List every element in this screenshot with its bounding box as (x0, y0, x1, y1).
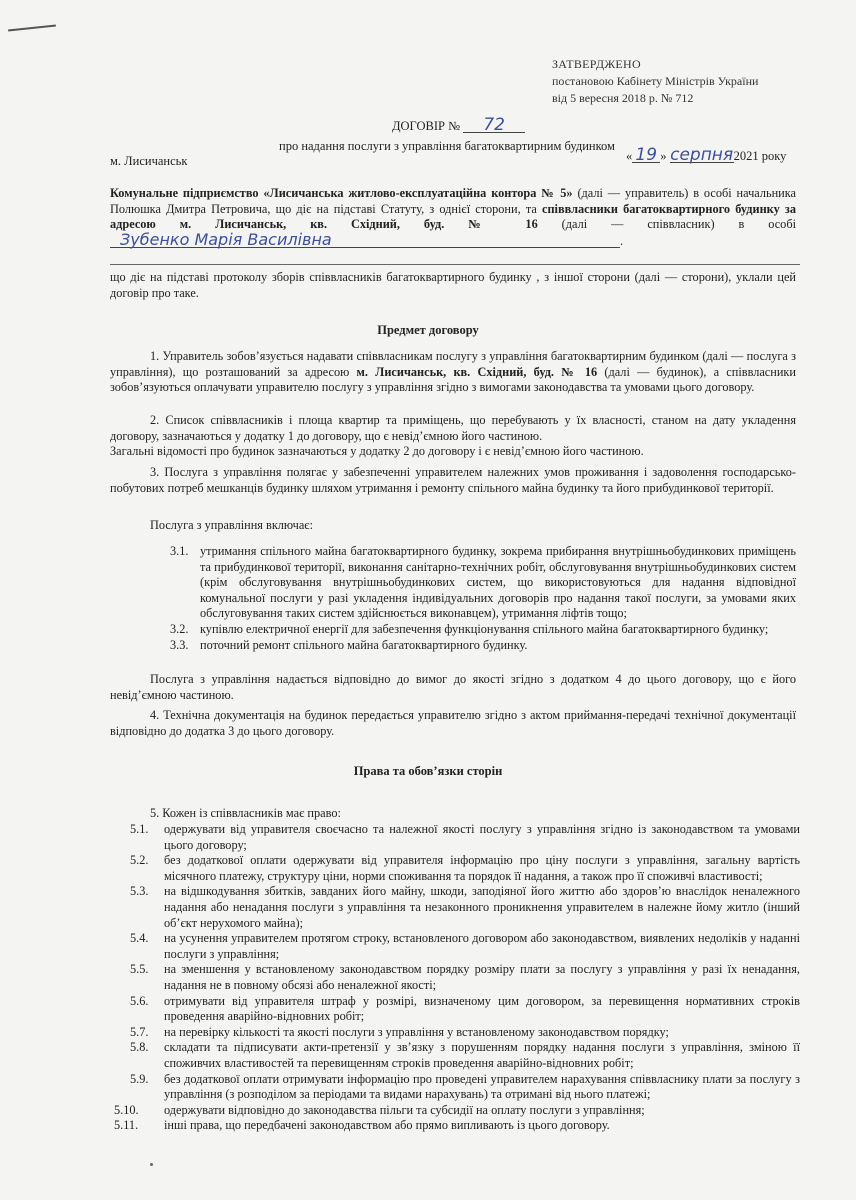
item-number: 5.3. (130, 884, 149, 899)
list-item (110, 1118, 800, 1134)
item-number: 3.1. (170, 544, 189, 558)
clause-5: 5. Кожен із співвласників має право: (150, 806, 341, 820)
approval-line-1: ЗАТВЕРДЖЕНО (552, 57, 641, 71)
clause-4: 4. Технічна документація на будинок передається управителю згідно з актом приймання-передачі технічної документації відповідно до додатка 3 до цього договору. (110, 708, 796, 738)
clause-3-list (170, 544, 796, 653)
blank-line (110, 264, 800, 265)
item-text: на усунення управителем протягом строку, встановленого договором або законодавством, виявлених недоліків у наданні послуги з управління; (164, 931, 800, 961)
section-heading-subject: Предмет договору (377, 323, 479, 337)
document-subtitle: про надання послуги з управління багатоквартирним будинком (279, 139, 615, 153)
intro-text-1: (далі — управитель) в особі начальника Полюшка Дмитра Петровича, що діє на підставі Статуту, з однієї сторони, та (110, 186, 796, 216)
item-text: на зменшення у встановленому законодавством порядку розміру плати за послугу з управління у разі їх ненадання, надання не в повному обсязі або неналежної якості; (164, 962, 800, 992)
includes-label: Послуга з управління включає: (150, 518, 313, 532)
item-number: 5.8. (130, 1040, 149, 1055)
date-open-quote: « (626, 149, 633, 163)
list-item (110, 962, 800, 993)
section-heading-rights: Права та обов’язки сторін (353, 764, 503, 778)
org-name: Комунальне підприємство «Лисичанська житлово-експлуатаційна контора № 5» (110, 186, 573, 200)
city: м. Лисичанськ (110, 154, 188, 168)
item-text: без додаткової оплати отримувати інформацію про проведені управителем нарахування співвласнику плати за послугу з управління (з розподілом за періодами та видами нарахувань) та отримані від нього платежі; (164, 1071, 800, 1102)
item-number: 5.5. (130, 962, 149, 977)
item-number: 5.6. (130, 993, 149, 1008)
clause-1-address: м. Лисичанськ, кв. Східний, буд. № 16 (356, 364, 598, 379)
item-number: 5.10. (114, 1102, 139, 1117)
item-text: без додаткової оплати одержувати від управителя інформацію про ціну послуги з управління, загальну вартість місячного платежу, структуру ціни, норми споживання та порядок її надання, а також про її споживчі властивості; (164, 853, 800, 883)
list-item (110, 1040, 800, 1071)
approval-line-3: від 5 вересня 2018 р. № 712 (552, 91, 694, 105)
date-close-quote: » (660, 149, 667, 163)
owner-representative-name: Зубенко Марія Василівна (110, 233, 620, 248)
item-text: одержувати від управителя своєчасно та належної якості послугу з управління згідно із законодавством та умовами цього договору; (164, 822, 800, 852)
item-number: 5.9. (130, 1071, 149, 1086)
contract-date (626, 145, 787, 165)
clause-1 (110, 349, 796, 396)
item-text: на відшкодування збитків, завданих його майну, шкоди, заподіяної його життю або здоров’ю внаслідок неналежного надання або ненадання послуги з управління та незаконного проникнення управителем в належне йому житло (інший об’єкт нерухомого майна); (164, 884, 800, 930)
list-item (170, 622, 796, 638)
clause-5-list (110, 822, 800, 1134)
clause-2-annex: Загальні відомості про будинок зазначаються у додатку 2 до договору і є невід’ємною його частиною. (110, 444, 644, 458)
intro-paragraph: Комунальне підприємство «Лисичанська житлово-експлуатаційна контора № 5» (далі — управитель) в особі начальника Полюшка Дмитра Петровича, що діє на підставі Статуту, з однієї сторони, та співвласники багатоквартирного будинку за адресою м. Лисичанськ, кв. Східний, буд. № 16 (далі — співвласник) в особі Зубенко Марія Василівна . (110, 186, 796, 249)
scan-pen-mark (8, 24, 56, 31)
clause-3-quality: Послуга з управління надається відповідно до вимог до якості згідно з додатком 4 до цього договору, що є його невід’ємною частиною. (110, 672, 796, 702)
item-text: одержувати відповідно до законодавства пільги та субсидії на оплату послуги з управління; (164, 1102, 645, 1117)
item-number: 5.2. (130, 853, 149, 868)
list-item (170, 544, 796, 622)
intro-text-2: (далі — співвласник) в особі (537, 217, 796, 232)
document-title (392, 115, 525, 135)
owners-address: співвласники багатоквартирного будинку за адресою м. Лисичанськ, кв. Східний, буд. № 16 (110, 201, 796, 232)
date-month: серпня (670, 145, 734, 165)
approval-line-2: постановою Кабінету Міністрів України (552, 74, 759, 88)
item-text: на перевірку кількості та якості послуги з управління у встановленому законодавством порядку; (164, 1024, 669, 1039)
list-item (110, 994, 800, 1025)
item-number: 5.1. (130, 822, 149, 836)
list-item (110, 1072, 800, 1103)
item-text: інші права, що передбачені законодавством або прямо випливають із цього договору. (164, 1118, 610, 1133)
contract-number: 72 (463, 118, 525, 133)
clause-1-c: (далі — будинок), а співвласники зобов’язуються оплачувати управителю послугу з управління згідно з вимогами законодавства та умовами цього договору. (110, 364, 796, 395)
list-item (110, 853, 800, 884)
list-item (110, 931, 800, 962)
item-number: 5.7. (130, 1024, 149, 1039)
clause-3: 3. Послуга з управління полягає у забезпеченні управителем належних умов проживання і задоволення господарсько-побутових потреб мешканців будинку шляхом утримання і ремонту спільного майна будинку та його прибудинкової території. (110, 465, 796, 495)
approval-stamp-block (552, 56, 758, 107)
item-number: 3.2. (170, 621, 189, 636)
item-number: 5.4. (130, 931, 149, 946)
title-prefix: ДОГОВІР № (392, 119, 460, 133)
date-day: 19 (632, 148, 660, 163)
list-item (110, 1103, 800, 1119)
item-number: 3.3. (170, 637, 189, 652)
list-item (110, 1025, 800, 1041)
item-number: 5.11. (114, 1118, 139, 1133)
date-year: 2021 року (733, 149, 787, 163)
list-item (110, 884, 800, 931)
item-text: купівлю електричної енергії для забезпечення функціонування спільного майна багатоквартирного будинку; (200, 621, 769, 636)
item-text: поточний ремонт спільного майна багатоквартирного будинку. (200, 637, 528, 652)
item-text: утримання спільного майна багатоквартирного будинку, зокрема прибирання внутрішньобудинкових приміщень та прибудинкової території, виконання санітарно-технічних робіт, обслуговування внутрішньобудинкових систем (крім обслуговування внутрішньобудинкових систем, що використовуються для надання відповідної комунальної послуги у разі укладення індивідуальних договорів про надання такої послуги, за умовами яких обслуговування таких систем здійснюється виконавцем), утримання ліфтів тощо; (200, 544, 796, 621)
item-text: отримувати від управителя штраф у розмірі, визначеному цим договором, за перевищення нормативних строків проведення аварійно-відновних робіт; (164, 993, 800, 1024)
item-text: складати та підписувати акти-претензії у зв’язку з порушенням порядку надання послуги з управління, зміною її споживчих властивостей та перевищенням строків проведення аварійно-відновних робіт; (164, 1040, 800, 1070)
clause-1-a: 1. Управитель зобов’язується надавати співвласникам послугу з управління багатоквартирним будинком (далі — послуга з управління), що розташований за адресою (110, 349, 796, 379)
list-item (110, 822, 800, 853)
intro-closing: що діє на підставі протоколу зборів співвласників багатоквартирного будинку , з іншої сторони (далі — сторони), уклали цей договір про таке. (110, 270, 796, 300)
clause-2: 2. Список співвласників і площа квартир та приміщень, що перебувають у їх власності, станом на дату укладення договору, зазначаються у додатку 1 до договору, що є невід’ємною його частиною. (110, 413, 796, 443)
list-item (170, 638, 796, 654)
scan-speck (150, 1163, 153, 1166)
